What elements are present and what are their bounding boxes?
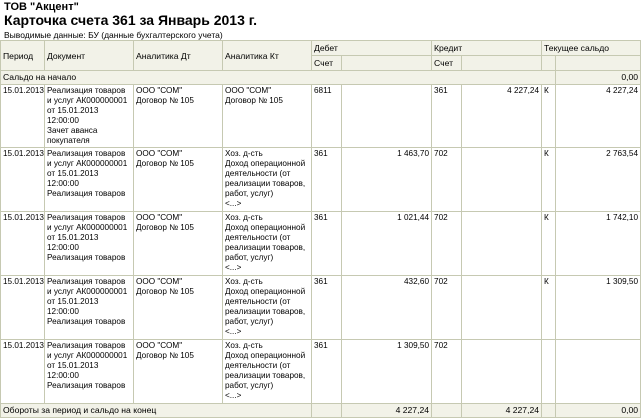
table-row [1,85,641,148]
col-debit: Дебет [312,41,432,56]
cell-analytics-kt-line: работ, услуг) [225,317,274,326]
col-balance: Текущее сальдо [542,41,641,56]
cell-credit-sum [462,276,542,340]
report-subtitle: Выводимые данные: БУ (данные бухгалтерского учета) [4,30,223,40]
cell-document-line: и услуг АК000000001 [47,351,128,360]
cell-analytics-kt-line: ООО "СОМ" [225,86,272,95]
cell-debit-account: 6811 [312,85,342,148]
cell-document-line: Зачет аванса [47,126,98,135]
cell-analytics-kt-line: Доход операционной [225,159,306,168]
cell-document-line: Реализация товаров [47,189,126,198]
cell-analytics-kt-line: реализации товаров, [225,307,306,316]
opening-balance-row [1,71,641,85]
table-row [1,148,641,212]
cell-analytics-kt-line: Хоз. д-сть [225,341,263,350]
cell-credit-account: 702 [432,276,462,340]
cell-analytics-kt [223,340,312,404]
cell-analytics-kt-line: реализации товаров, [225,371,306,380]
cell-document [45,148,134,212]
cell-analytics-kt-line: работ, услуг) [225,189,274,198]
cell-balance-sum: 4 227,24 [556,85,641,148]
cell-analytics-kt-line: работ, услуг) [225,253,274,262]
cell-analytics-dt-line: Договор № 105 [136,351,194,360]
cell-credit-account: 702 [432,148,462,212]
cell-balance-type: К [542,85,556,148]
cell-analytics-dt-line: ООО "СОМ" [136,149,183,158]
cell-document-line: 12:00:00 [47,243,79,252]
cell-analytics-dt-line: ООО "СОМ" [136,86,183,95]
cell-analytics-dt [134,340,223,404]
cell-credit-account: 702 [432,340,462,404]
cell-document-line: покупателя [47,136,90,145]
cell-analytics-dt-line: Договор № 105 [136,287,194,296]
cell-analytics-dt-line: Договор № 105 [136,223,194,232]
col-balance-type [542,56,556,71]
col-document: Документ [45,41,134,71]
cell-analytics-kt-line: <...> [225,263,242,272]
cell-document-line: от 15.01.2013 [47,361,99,370]
col-credit: Кредит [432,41,542,56]
cell-debit-sum: 1 309,50 [342,340,432,404]
report-title: Карточка счета 361 за Январь 2013 г. [4,12,258,28]
cell-analytics-kt-line: Доход операционной [225,351,306,360]
cell-period: 15.01.2013 [1,212,45,276]
cell-period: 15.01.2013 [1,340,45,404]
cell-document-line: 12:00:00 [47,371,79,380]
table-row [1,340,641,404]
totals-row [1,404,641,418]
cell-analytics-dt-line: ООО "СОМ" [136,341,183,350]
cell-analytics-kt [223,212,312,276]
col-credit-sum [462,56,542,71]
cell-debit-account: 361 [312,148,342,212]
cell-balance-sum: 1 309,50 [556,276,641,340]
cell-analytics-dt [134,276,223,340]
col-period: Период [1,41,45,71]
cell-document-line: 12:00:00 [47,179,79,188]
cell-document-line: 12:00:00 [47,307,79,316]
cell-analytics-kt-line: деятельности (от [225,361,291,370]
totals-credit-acc [432,404,462,418]
cell-debit-sum: 1 021,44 [342,212,432,276]
cell-analytics-dt-line: ООО "СОМ" [136,277,183,286]
cell-document-line: Реализация товаров [47,277,126,286]
col-debit-sum [342,56,432,71]
cell-debit-sum: 432,60 [342,276,432,340]
cell-credit-sum [462,340,542,404]
cell-period: 15.01.2013 [1,85,45,148]
cell-analytics-kt-line: Доход операционной [225,287,306,296]
cell-document-line: Реализация товаров [47,381,126,390]
cell-analytics-kt [223,85,312,148]
cell-document-line: от 15.01.2013 [47,297,99,306]
cell-balance-sum: 2 763,54 [556,148,641,212]
col-credit-account: Счет [432,56,462,71]
totals-debit: 4 227,24 [342,404,432,418]
cell-document-line: от 15.01.2013 [47,106,99,115]
cell-analytics-kt-line: <...> [225,199,242,208]
cell-credit-sum [462,212,542,276]
cell-document [45,276,134,340]
cell-analytics-kt-line: Хоз. д-сть [225,149,263,158]
cell-analytics-kt-line: <...> [225,391,242,400]
cell-credit-sum: 4 227,24 [462,85,542,148]
cell-document-line: и услуг АК000000001 [47,159,128,168]
cell-analytics-dt-line: Договор № 105 [136,159,194,168]
organization-name: ТОВ "Акцент" [4,1,79,13]
cell-analytics-kt-line: реализации товаров, [225,179,306,188]
cell-document-line: от 15.01.2013 [47,233,99,242]
header-row [1,41,641,56]
totals-label: Обороты за период и сальдо на конец [1,404,312,418]
cell-analytics-kt-line: деятельности (от [225,297,291,306]
cell-credit-sum [462,148,542,212]
cell-analytics-kt-line: Доход операционной [225,223,306,232]
cell-analytics-kt [223,276,312,340]
cell-document-line: Реализация товаров [47,213,126,222]
cell-balance-sum: 1 742,10 [556,212,641,276]
cell-document-line: Реализация товаров [47,317,126,326]
cell-document-line: Реализация товаров [47,341,126,350]
cell-analytics-kt-line: деятельности (от [225,169,291,178]
cell-balance-sum [556,340,641,404]
cell-document-line: 12:00:00 [47,116,79,125]
cell-analytics-dt [134,212,223,276]
cell-document-line: и услуг АК000000001 [47,287,128,296]
opening-balance-label: Сальдо на начало [1,71,556,85]
cell-analytics-kt-line: работ, услуг) [225,381,274,390]
cell-document-line: от 15.01.2013 [47,169,99,178]
cell-balance-type: К [542,148,556,212]
col-analytics-kt: Аналитика Кт [223,41,312,71]
cell-balance-type [542,340,556,404]
cell-analytics-kt [223,148,312,212]
cell-document [45,340,134,404]
cell-balance-type: К [542,276,556,340]
cell-analytics-dt [134,85,223,148]
cell-period: 15.01.2013 [1,276,45,340]
table-row [1,276,641,340]
table-row [1,212,641,276]
col-debit-account: Счет [312,56,342,71]
cell-analytics-kt-line: Хоз. д-сть [225,213,263,222]
cell-document-line: Реализация товаров [47,253,126,262]
cell-document-line: и услуг АК000000001 [47,96,128,105]
cell-document-line: Реализация товаров [47,149,126,158]
cell-credit-account: 702 [432,212,462,276]
cell-debit-account: 361 [312,276,342,340]
cell-debit-account: 361 [312,340,342,404]
cell-analytics-kt-line: деятельности (от [225,233,291,242]
cell-analytics-dt [134,148,223,212]
cell-credit-account: 361 [432,85,462,148]
cell-document [45,212,134,276]
cell-analytics-dt-line: Договор № 105 [136,96,194,105]
cell-analytics-kt-line: Договор № 105 [225,96,283,105]
cell-debit-account: 361 [312,212,342,276]
cell-document-line: и услуг АК000000001 [47,223,128,232]
cell-analytics-dt-line: ООО "СОМ" [136,213,183,222]
cell-debit-sum [342,85,432,148]
totals-balance: 0,00 [556,404,641,418]
totals-credit: 4 227,24 [462,404,542,418]
cell-analytics-kt-line: <...> [225,327,242,336]
cell-document-line: Реализация товаров [47,86,126,95]
account-card-table [0,40,641,418]
opening-balance-value: 0,00 [556,71,641,85]
totals-balance-type [542,404,556,418]
cell-debit-sum: 1 463,70 [342,148,432,212]
cell-balance-type: К [542,212,556,276]
cell-analytics-kt-line: Хоз. д-сть [225,277,263,286]
col-analytics-dt: Аналитика Дт [134,41,223,71]
cell-period: 15.01.2013 [1,148,45,212]
cell-analytics-kt-line: реализации товаров, [225,243,306,252]
col-balance-sum [556,56,641,71]
cell-document [45,85,134,148]
totals-debit-acc [312,404,342,418]
